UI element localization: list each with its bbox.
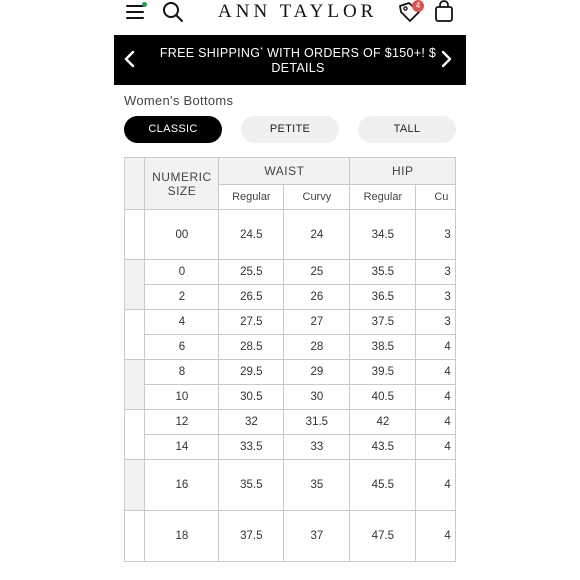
tag-count-badge: 4: [412, 0, 424, 12]
numeric-size-cell: 00: [145, 210, 219, 260]
hip-curvy-cell: 4: [416, 511, 456, 562]
alpha-size-cell: [125, 210, 145, 260]
waist-curvy-cell: 27: [284, 310, 350, 335]
hip-regular-cell: 42: [350, 410, 416, 435]
waist-regular-cell: 28.5: [219, 335, 284, 360]
hip-curvy-cell: 4: [416, 385, 456, 410]
chevron-left-icon[interactable]: [120, 49, 140, 69]
hip-regular-cell: 40.5: [350, 385, 416, 410]
waist-regular-cell: 30.5: [219, 385, 284, 410]
promo-details-link[interactable]: DETAILS: [271, 61, 325, 76]
table-row: [125, 460, 456, 511]
numeric-size-cell: 8: [145, 360, 219, 385]
waist-regular-cell: 35.5: [219, 460, 284, 511]
hip-header: HIP: [350, 158, 456, 185]
table-row: [125, 435, 456, 460]
promo-line1-prefix: FREE SHIPPING: [159, 46, 261, 61]
alpha-size-cell: [125, 310, 145, 360]
alpha-size-cell: [125, 360, 145, 410]
hip-curvy-cell: 3: [416, 260, 456, 285]
search-icon[interactable]: [162, 1, 184, 23]
table-row: [125, 385, 456, 410]
hip-curvy-cell: 3: [416, 310, 456, 335]
numeric-size-cell: 10: [145, 385, 219, 410]
waist-regular-cell: 29.5: [219, 360, 284, 385]
tab-classic[interactable]: CLASSIC: [124, 116, 222, 143]
numeric-size-cell: 16: [145, 460, 219, 511]
waist-curvy-cell: 24: [284, 210, 350, 260]
waist-curvy-cell: 29: [284, 360, 350, 385]
waist-curvy-cell: 37: [284, 511, 350, 562]
promo-line1-tail: $: [428, 46, 437, 61]
waist-curvy-header: Curvy: [284, 185, 350, 210]
numeric-size-cell: 2: [145, 285, 219, 310]
category-title: Women's Bottoms: [124, 93, 234, 108]
menu-notification-dot: [142, 2, 147, 7]
alpha-size-cell: [125, 511, 145, 562]
table-row: [125, 410, 456, 435]
table-row: [125, 260, 456, 285]
hip-curvy-cell: 3: [416, 285, 456, 310]
waist-header: WAIST: [219, 158, 350, 185]
waist-regular-cell: 26.5: [219, 285, 284, 310]
numeric-size-cell: 6: [145, 335, 219, 360]
hip-curvy-cell: 4: [416, 460, 456, 511]
waist-regular-cell: 37.5: [219, 511, 284, 562]
hip-curvy-header: Cu: [416, 185, 456, 210]
waist-regular-cell: 24.5: [219, 210, 284, 260]
alpha-size-cell: [125, 260, 145, 310]
hip-curvy-cell: 4: [416, 360, 456, 385]
numeric-size-cell: 4: [145, 310, 219, 335]
table-row: [125, 335, 456, 360]
waist-curvy-cell: 28: [284, 335, 350, 360]
table-row: [125, 310, 456, 335]
table-row: [125, 360, 456, 385]
hip-regular-cell: 43.5: [350, 435, 416, 460]
numeric-size-cell: 0: [145, 260, 219, 285]
waist-curvy-cell: 25: [284, 260, 350, 285]
size-chart-table: [124, 157, 456, 562]
size-chart-scroll[interactable]: [124, 157, 456, 567]
brand-logo[interactable]: ANN TAYLOR: [218, 1, 378, 22]
promo-line1-suffix: WITH ORDERS OF $150+!: [263, 46, 429, 61]
hip-regular-cell: 38.5: [350, 335, 416, 360]
table-row: [125, 511, 456, 562]
hip-regular-cell: 37.5: [350, 310, 416, 335]
promo-text[interactable]: [154, 43, 442, 76]
hip-curvy-cell: 4: [416, 435, 456, 460]
waist-curvy-cell: 30: [284, 385, 350, 410]
waist-curvy-cell: 33: [284, 435, 350, 460]
hip-curvy-cell: 4: [416, 410, 456, 435]
numeric-size-cell: 18: [145, 511, 219, 562]
hip-regular-header: Regular: [350, 185, 416, 210]
waist-regular-cell: 32: [219, 410, 284, 435]
tab-petite[interactable]: PETITE: [241, 116, 339, 143]
menu-icon[interactable]: [126, 5, 144, 20]
alpha-size-header: [125, 158, 145, 210]
site-header: [114, 0, 466, 34]
waist-curvy-cell: 35: [284, 460, 350, 511]
tab-tall[interactable]: TALL: [358, 116, 456, 143]
hip-regular-cell: 35.5: [350, 260, 416, 285]
chevron-right-icon[interactable]: [436, 49, 456, 69]
hip-curvy-cell: 4: [416, 335, 456, 360]
numeric-size-cell: 12: [145, 410, 219, 435]
hip-regular-cell: 36.5: [350, 285, 416, 310]
waist-curvy-cell: 26: [284, 285, 350, 310]
hip-regular-cell: 47.5: [350, 511, 416, 562]
waist-regular-header: Regular: [219, 185, 284, 210]
hip-regular-cell: 39.5: [350, 360, 416, 385]
waist-regular-cell: 25.5: [219, 260, 284, 285]
shopping-bag-icon[interactable]: [432, 0, 456, 24]
hip-regular-cell: 45.5: [350, 460, 416, 511]
hip-regular-cell: 34.5: [350, 210, 416, 260]
table-row: [125, 210, 456, 260]
alpha-size-cell: [125, 410, 145, 460]
waist-curvy-cell: 31.5: [284, 410, 350, 435]
numeric-size-header-label: NUMERIC SIZE: [152, 169, 212, 198]
table-row: [125, 285, 456, 310]
numeric-size-cell: 14: [145, 435, 219, 460]
alpha-size-cell: [125, 460, 145, 511]
promo-asterisk: *: [260, 47, 264, 54]
numeric-size-header: [145, 158, 219, 210]
waist-regular-cell: 27.5: [219, 310, 284, 335]
waist-regular-cell: 33.5: [219, 435, 284, 460]
promo-banner: [114, 35, 466, 85]
hip-curvy-cell: 3: [416, 210, 456, 260]
